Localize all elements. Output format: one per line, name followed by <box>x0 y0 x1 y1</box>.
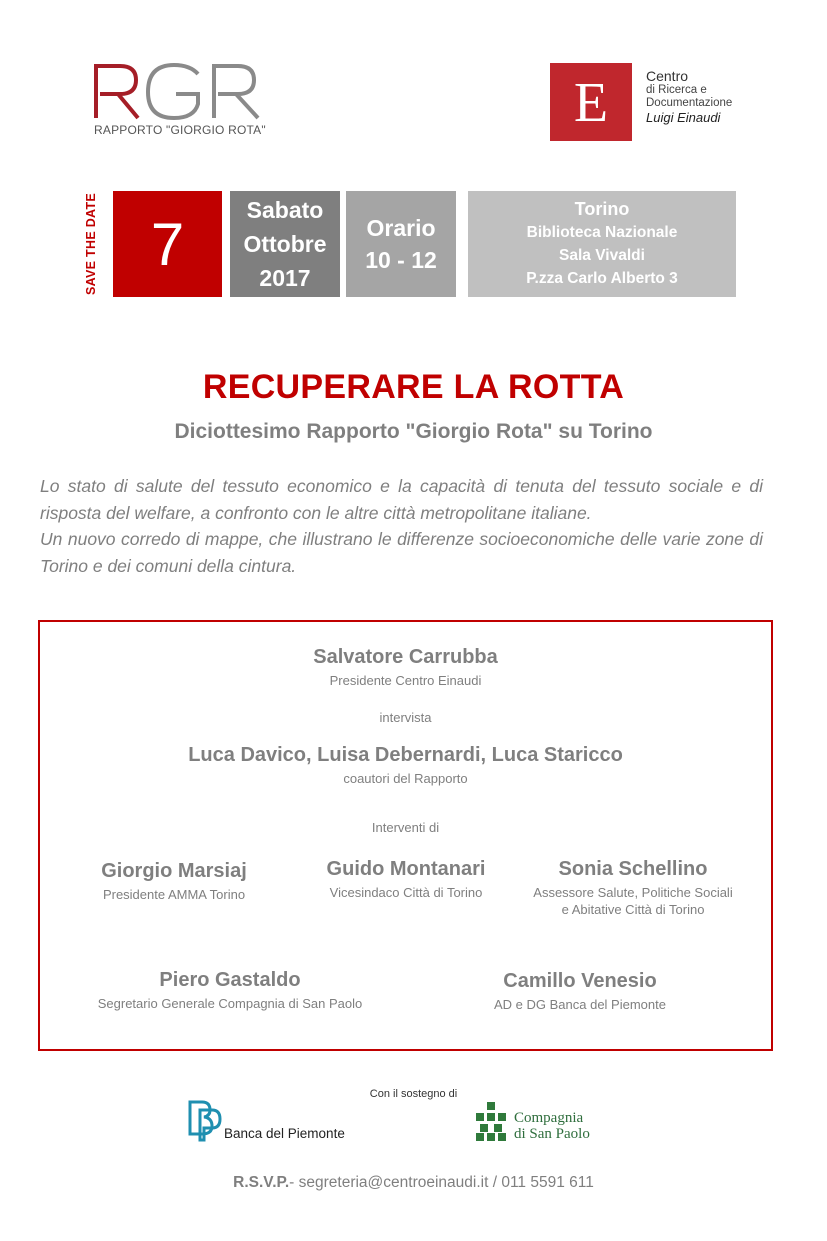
event-year: 2017 <box>259 265 311 291</box>
einaudi-line4: Luigi Einaudi <box>646 110 721 125</box>
place-box <box>468 191 736 297</box>
speaker-name: Guido Montanari <box>326 858 486 880</box>
speaker-name: Sonia Schellino <box>558 858 708 880</box>
speaker-role-line1: Assessore Salute, Politiche Sociali <box>533 885 733 900</box>
host-role: Presidente Centro Einaudi <box>329 673 482 688</box>
banca-mark-icon <box>186 1100 222 1142</box>
speakers-frame <box>38 620 773 1051</box>
einaudi-mark <box>550 63 632 141</box>
einaudi-letter: E <box>573 72 609 134</box>
event-weekday: Sabato <box>246 197 324 223</box>
speaker-role: Presidente AMMA Torino <box>102 887 246 902</box>
event-address: P.zza Carlo Alberto 3 <box>526 270 678 287</box>
speaker-role: Segretario Generale Compagnia di San Paolo <box>97 996 363 1011</box>
event-city: Torino <box>574 199 630 219</box>
csp-label <box>514 1110 590 1142</box>
speaker-name: Camillo Venesio <box>503 970 657 992</box>
host-name: Salvatore Carrubba <box>313 646 498 668</box>
rsvp-contact[interactable]: - segreteria@centroeinaudi.it / 011 5591 611 <box>289 1174 594 1191</box>
time-value: 10 - 12 <box>365 247 437 273</box>
banca-label: Banca del Piemonte <box>224 1126 345 1141</box>
interview-label: intervista <box>379 710 432 725</box>
einaudi-line3: Documentazione <box>646 97 733 109</box>
event-room: Sala Vivaldi <box>559 247 645 264</box>
speaker-name: Giorgio Marsiaj <box>101 860 247 882</box>
speaker-card <box>518 858 748 918</box>
speaker-name: Piero Gastaldo <box>159 969 301 991</box>
csp-line1: Compagnia <box>514 1110 584 1126</box>
einaudi-line1: Centro <box>646 68 689 84</box>
speaker-role: Vicesindaco Città di Torino <box>329 885 483 900</box>
speaker-role-line2: e Abitative Città di Torino <box>561 902 705 917</box>
event-venue: Biblioteca Nazionale <box>526 224 678 241</box>
time-box <box>346 191 456 297</box>
rsvp-label: R.S.V.P. <box>233 1174 290 1191</box>
intro-text <box>40 473 763 579</box>
interventions-label: Interventi di <box>371 820 440 835</box>
time-label: Orario <box>366 215 436 241</box>
intro-paragraph-1: Lo stato di salute del tessuto economico e la capacità di tenuta del tessuto sociale e di risposta del welfare, a confronto con le altre città metropolitane italiane. <box>40 476 763 523</box>
event-month: Ottobre <box>243 231 327 257</box>
einaudi-text <box>646 69 732 125</box>
intro-paragraph-2: Un nuovo corredo di mappe, che illustrano le differenze socioeconomiche delle varie zone di Torino e dei comuni della cintura. <box>40 529 763 576</box>
speaker-role: AD e DG Banca del Piemonte <box>494 997 666 1012</box>
einaudi-line2: di Ricerca e <box>646 84 707 96</box>
day-box <box>113 191 222 297</box>
support-label: Con il sostegno di <box>369 1088 458 1100</box>
speaker-card <box>60 969 400 1012</box>
einaudi-logo <box>550 63 750 143</box>
speaker-card <box>296 858 516 901</box>
date-box <box>230 191 340 297</box>
rsvp-line <box>0 1174 827 1192</box>
csp-mark-icon <box>476 1102 510 1142</box>
guests-names: Luca Davico, Luisa Debernardi, Luca Staricco <box>188 744 623 766</box>
rgr-letters <box>92 60 270 122</box>
save-the-date-label: SAVE THE DATE <box>84 192 98 296</box>
subtitle: Diciottesimo Rapporto "Giorgio Rota" su Torino <box>174 420 653 443</box>
speaker-card <box>440 970 720 1013</box>
main-title: RECUPERARE LA ROTTA <box>202 368 625 406</box>
rgr-logo <box>92 60 272 140</box>
guests-role: coautori del Rapporto <box>343 771 468 786</box>
banca-del-piemonte-logo <box>186 1100 376 1144</box>
guests-block <box>40 744 771 787</box>
speaker-card <box>74 860 274 903</box>
rgr-caption: RAPPORTO "GIORGIO ROTA" <box>94 123 266 137</box>
compagnia-san-paolo-logo <box>476 1102 616 1146</box>
event-day: 7 <box>150 210 185 278</box>
csp-line2: di San Paolo <box>514 1126 590 1142</box>
host-block <box>40 646 771 689</box>
